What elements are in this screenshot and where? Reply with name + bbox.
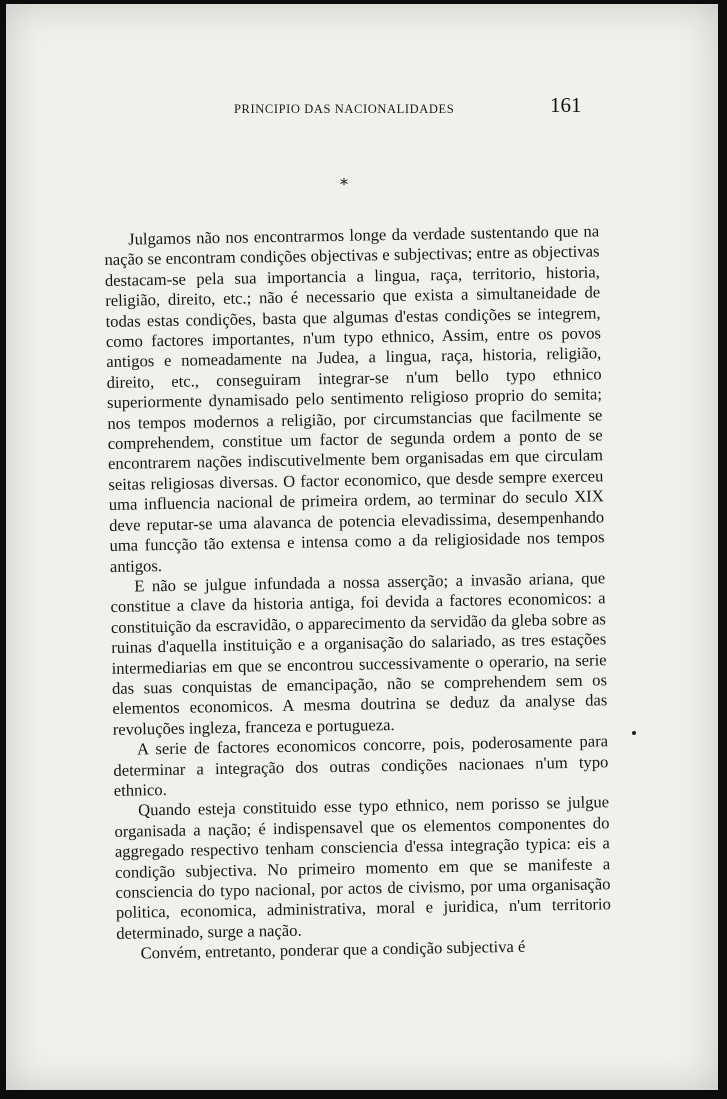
ink-speck <box>632 731 636 735</box>
paragraph: Quando esteja constituido esse typo ethnico, nem porisso se julgue organisada a nação; é indispensavel que os elementos componentes do aggregado respectivo tenham consciencia d'essa integração typica: eis a condição subjectiva. No primeiro momento em que se manifeste a consciencia do typo nacional, por actos de civismo, por uma organisação politica, economica, administrativa, moral e juridica, n'um territorio determinado, surge a nação. <box>114 792 612 943</box>
paragraph: A serie de factores economicos concorre, pois, poderosamente para determinar a integração dos outras condições nacionaes n'um typo ethnico. <box>113 731 609 800</box>
paragraph: Julgamos não nos encontrarmos longe da verdade sustentando que na nação se encontram condições objectivas e subjectivas; entre as objectivas destacam-se pela sua importancia a lingua, raça, territorio, historia, religião, direito, etc.; não é necessario que exista a simultaneidade de todas estas condições, basta que algumas d'estas condições se integrem, como factores importantes, n'um typo ethnico, Assim, entre os povos antigos e nomeadamente na Judea, a lingua, raça, historia, religião, direito, etc., conseguiram integrar-se n'um bello typo ethnico superiormente dynamisado pelo sentimento religioso proprio do semita; nos tempos modernos a religião, por circumstancias que facilmente se comprehendem, constitue um factor de segunda ordem a ponto de se encontrarem nações indiscutivelmente bem organisadas em que circulam seitas religiosas diversas. O factor economico, que desde sempre exerceu uma influencia nacional de primeira ordem, ao terminar do seculo XIX deve reputar-se uma alavanca de potencia elevadissima, desempenhando uma funcção tão extensa e intensa como a da religiosidade nos tempos antigos. <box>104 221 605 576</box>
paragraph: Convém, entretanto, ponderar que a condição subjectiva é <box>140 936 526 963</box>
paragraph: E não se julgue infundada a nossa asserção; a invasão ariana, que constitue a clave da historia antiga, foi devida a factores economicos: a constituição da escravidão, o apparecimento da servidão da gleba sobre as ruinas d'aquella instituição e a organisação do salariado, as tres estações intermediarias em que se encontrou successivamente o operario, na serie das suas conquistas de emancipação, não se comprehendem sem os elementos economicos. A mesma doutrina se deduz da analyse das revoluções ingleza, franceza e portugueza. <box>110 568 608 739</box>
page-number: 161 <box>550 93 582 117</box>
section-ornament: * <box>340 175 348 194</box>
book-page <box>6 4 718 1090</box>
running-header: PRINCIPIO DAS NACIONALIDADES <box>234 102 455 116</box>
body-text <box>104 221 612 964</box>
